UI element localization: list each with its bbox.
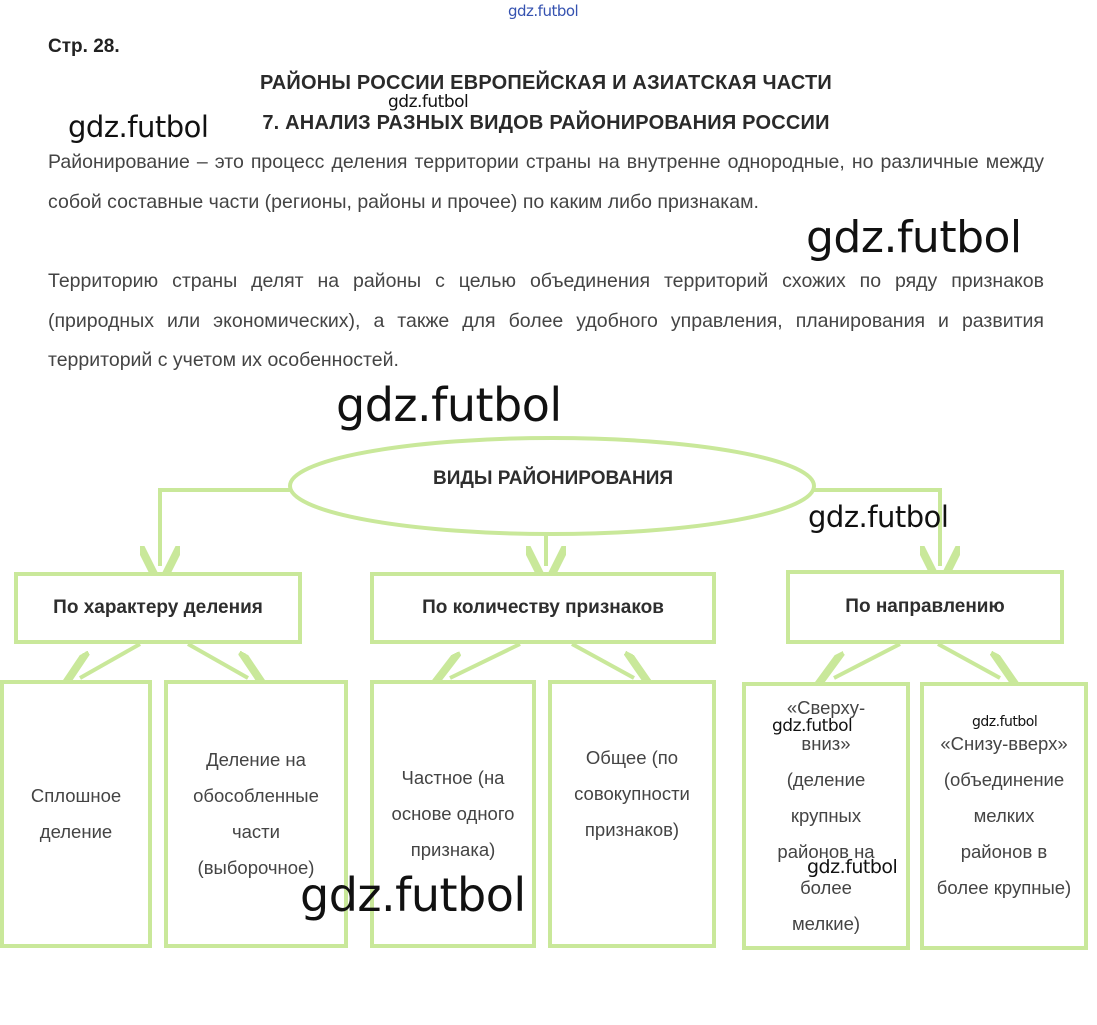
watermark: gdz.futbol <box>336 378 562 432</box>
connector-1a <box>80 644 140 678</box>
arrow-left <box>160 490 292 566</box>
leaf-text: Общее (по совокупности признаков) <box>574 747 690 840</box>
category-by-division <box>14 572 302 644</box>
leaf-continuous <box>0 680 152 948</box>
page-label: Стр. 28. <box>48 36 120 57</box>
connector-2a <box>450 644 520 678</box>
connector-3a <box>834 644 900 678</box>
watermark: gdz.futbol <box>772 716 853 736</box>
watermark: gdz.futbol <box>807 856 898 878</box>
connector-1b <box>188 644 248 678</box>
watermark: gdz.futbol <box>388 92 469 112</box>
watermark: gdz.futbol <box>68 110 209 144</box>
category-by-direction <box>786 570 1064 644</box>
definition-paragraph: Районирование – это процесс деления территории страны на внутренне однородные, но различные между собой составные части (регионы, районы и прочее) по каким либо признакам. <box>48 151 1044 213</box>
category-by-features <box>370 572 716 644</box>
root-node-label: ВИДЫ РАЙОНИРОВАНИЯ <box>432 468 674 489</box>
category-label: По характеру деления <box>53 597 263 618</box>
watermark: gdz.futbol <box>806 212 1022 263</box>
connector-2b <box>572 644 634 678</box>
watermark: gdz.futbol <box>508 2 579 20</box>
chapter-title: РАЙОНЫ РОССИИ ЕВРОПЕЙСКАЯ И АЗИАТСКАЯ ЧАСТИ <box>260 72 832 94</box>
section-title: 7. АНАЛИЗ РАЗНЫХ ВИДОВ РАЙОНИРОВАНИЯ РОССИИ <box>262 112 830 134</box>
watermark: gdz.futbol <box>808 500 949 534</box>
purpose-paragraph: Территорию страны делят на районы с целью объединения территорий схожих по ряду признаков (природных или экономических), а также для более удобного управления, планирования и развития территорий с учетом их особенностей. <box>48 270 1044 371</box>
watermark: gdz.futbol <box>972 714 1038 730</box>
leaf-general <box>548 680 716 948</box>
category-label: По количеству признаков <box>422 597 664 618</box>
leaf-text: Частное (на основе одного признака) <box>391 767 515 860</box>
watermark: gdz.futbol <box>300 868 526 922</box>
connector-3b <box>938 644 1000 678</box>
leaf-text: Сплошное деление <box>30 785 122 842</box>
category-label: По направлению <box>845 596 1005 617</box>
leaf-text: «Сверху-вниз» (деление крупных районов на более мелкие) <box>777 697 875 934</box>
leaf-text: «Снизу-вверх» (объединение мелких районов в более крупные) <box>936 733 1072 898</box>
leaf-text: Деление на обособленные части (выборочное) <box>193 749 319 878</box>
